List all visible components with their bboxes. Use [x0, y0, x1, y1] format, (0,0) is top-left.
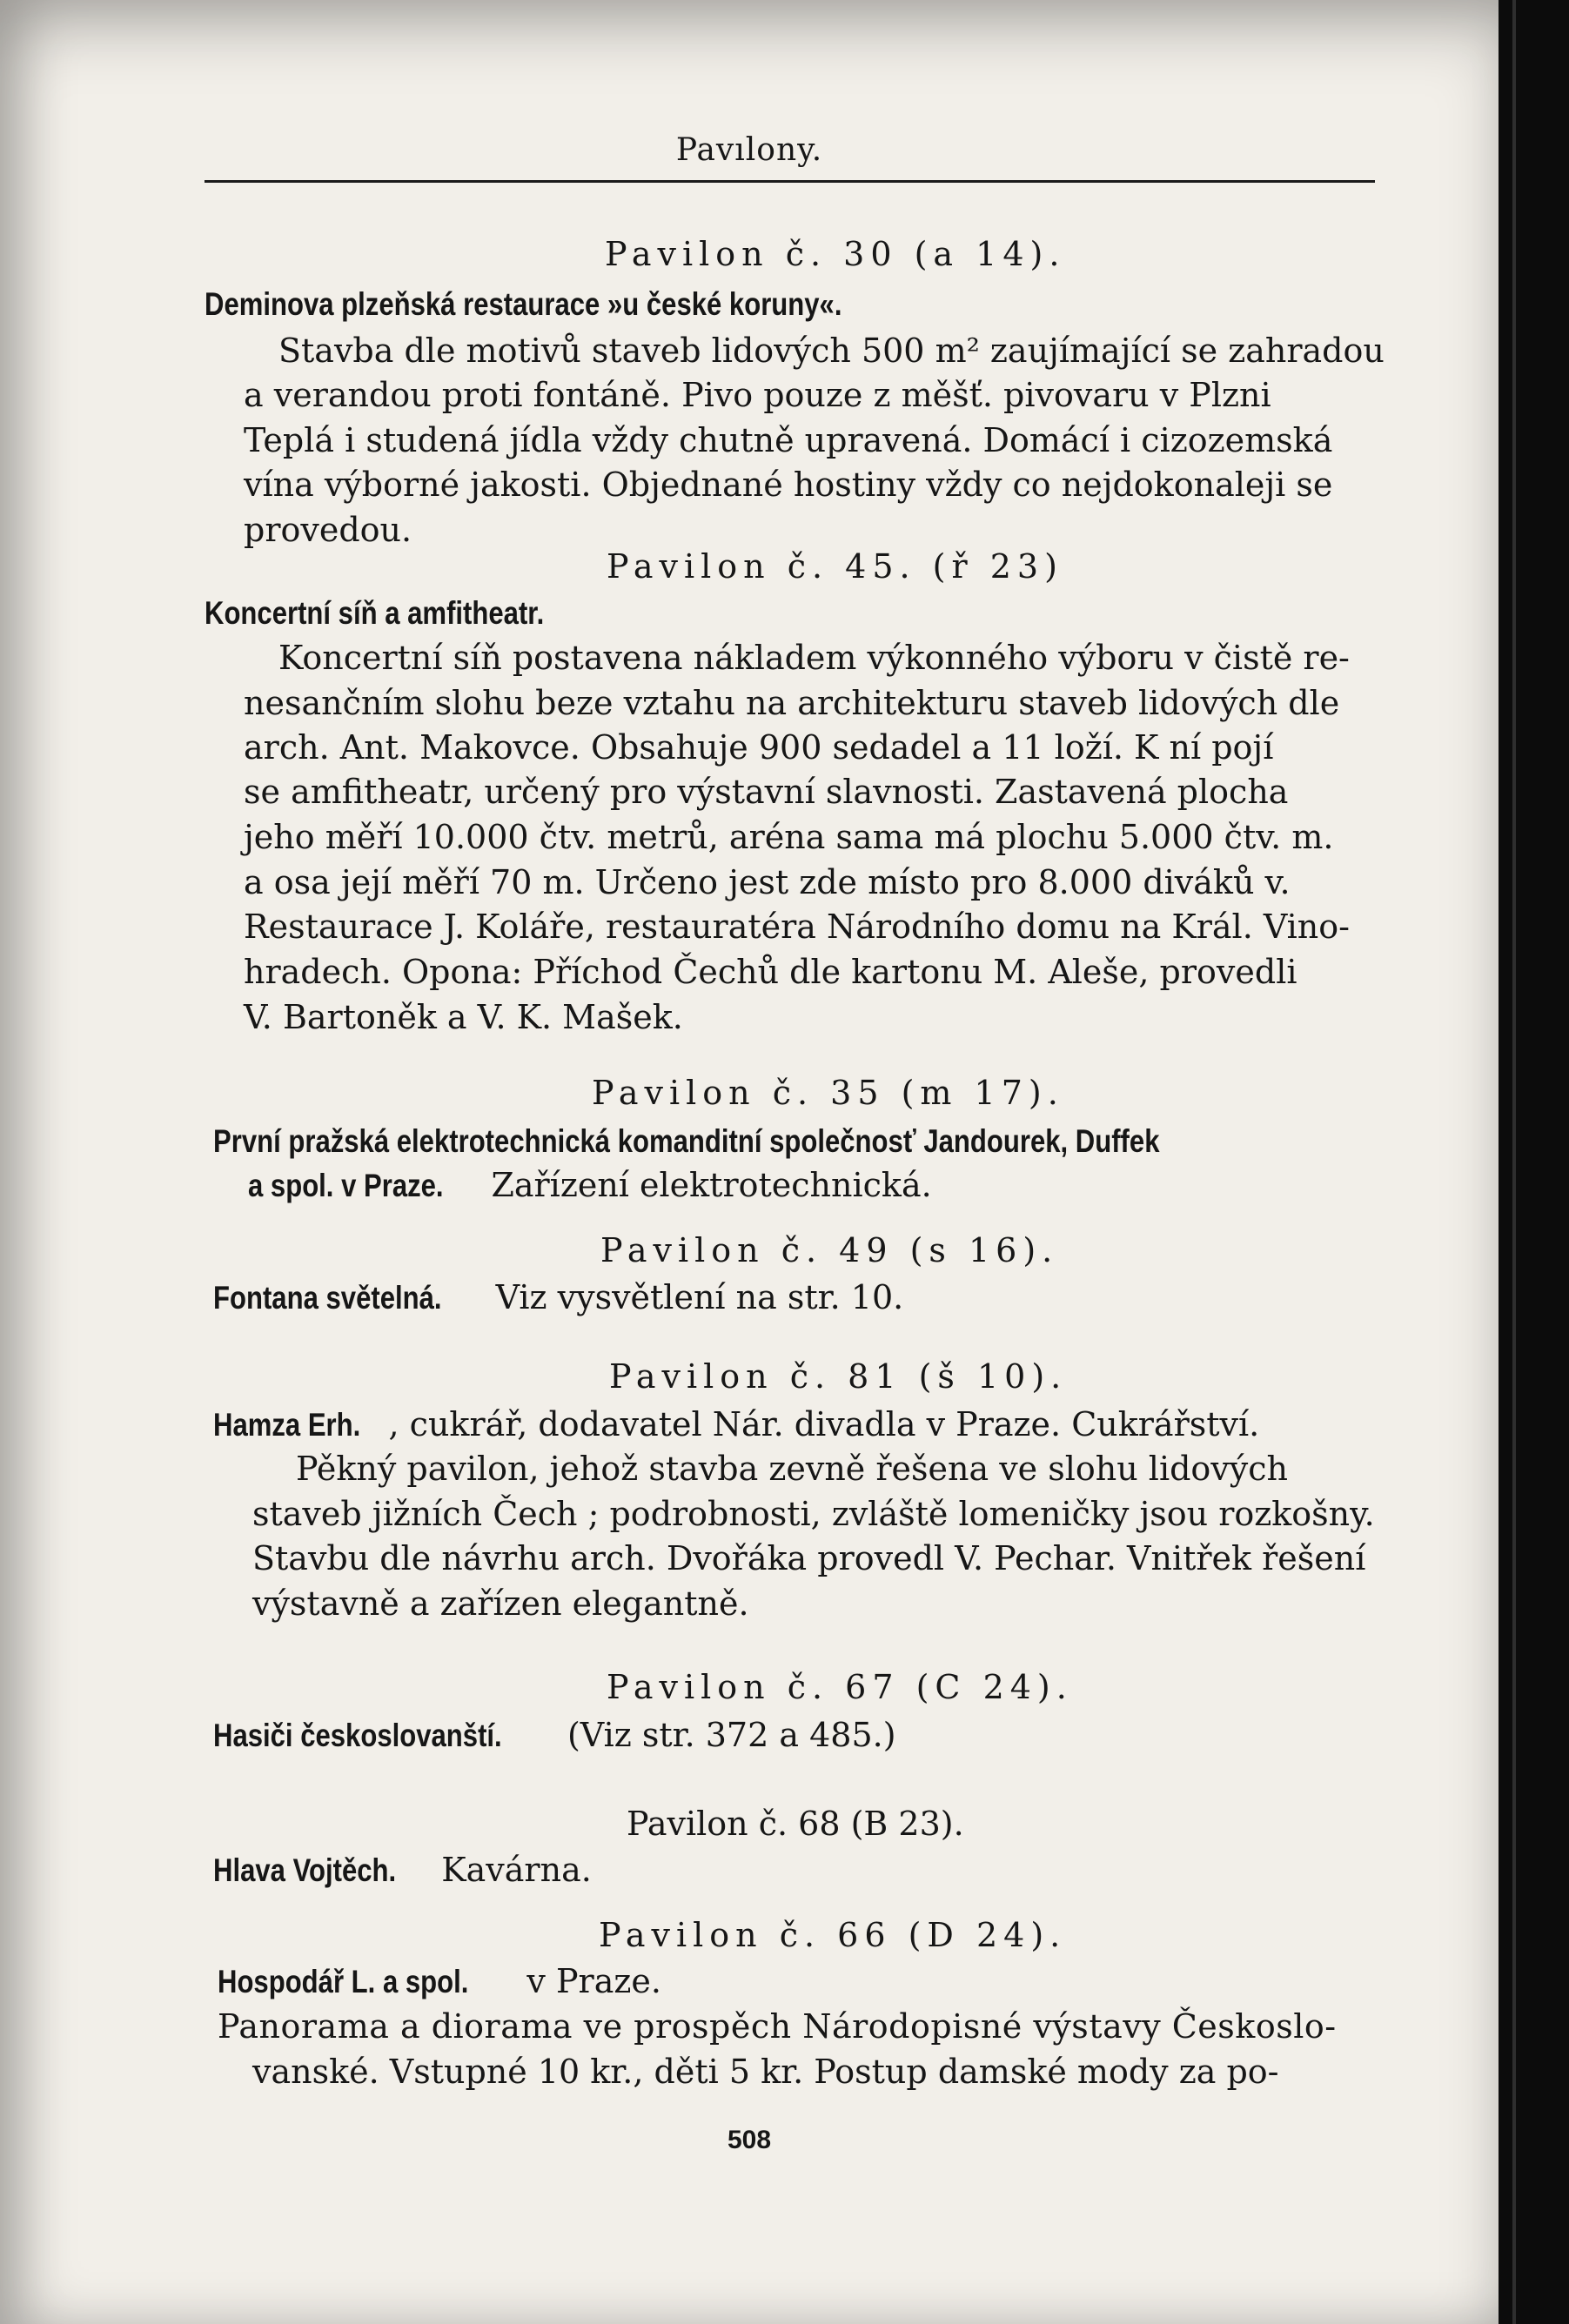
pavilion-45-line: a osa její měří 70 m. Určeno jest zde místo pro 8.000 diváků v.	[244, 863, 1291, 901]
pavilion-66-name: Hospodář L. a spol. v Praze.	[218, 1962, 661, 2000]
pavilion-35-name: První pražská elektrotechnická komanditní společnosť Jandourek, Duffek	[213, 1123, 1160, 1159]
pavilion-81-line: staveb jižních Čech ; podrobnosti, zvláště lomeničky jsou rozkošny.	[252, 1495, 1375, 1533]
pavilion-81-name: Hamza Erh. , cukrář, dodavatel Nár. divadla v Praze. Cukrářství.	[213, 1405, 1260, 1443]
pavilion-81-line: výstavně a zařízen elegantně.	[252, 1584, 749, 1623]
pavilion-30-line: Teplá i studená jídla vždy chutně upravená. Domácí i cizozemská	[244, 421, 1333, 459]
pavilion-45-line: Restaurace J. Koláře, restauratéra Národního domu na Král. Vino-	[244, 907, 1350, 946]
pavilion-45-line: se amfitheatr, určený pro výstavní slavnosti. Zastavená plocha	[244, 773, 1289, 811]
pavilion-45-line: Koncertní síň postavena nákladem výkonného výboru v čistě re-	[278, 639, 1350, 677]
pavilion-68-line: Hlava Vojtěch. Kavárna.	[213, 1851, 592, 1889]
page-number: 508	[727, 2126, 772, 2154]
pavilion-30-line: vína výborné jakosti. Objednané hostiny vždy co nejdokonaleji se	[244, 465, 1333, 504]
pavilion-45-line: nesančním slohu beze vztahu na architekturu staveb lidových dle	[244, 684, 1340, 722]
pavilion-81-line: Pěkný pavilon, jehož stavba zevně řešena ve slohu lidových	[296, 1450, 1288, 1488]
pavilion-30-name: Deminova plzeňská restaurace »u české koruny«.	[205, 286, 842, 322]
pavilion-68-heading: Pavilon č. 68 (B 23).	[627, 1805, 964, 1843]
pavilion-49-heading: Pavilon č. 49 (s 16).	[600, 1231, 1059, 1269]
pavilion-67-line: Hasiči českoslovanští. (Viz str. 372 a 485.)	[213, 1716, 896, 1754]
pavilion-45-line: jeho měří 10.000 čtv. metrů, aréna sama má plochu 5.000 čtv. m.	[244, 818, 1334, 856]
pavilion-45-line: V. Bartoněk a V. K. Mašek.	[244, 998, 683, 1036]
book-edge	[1499, 0, 1569, 2324]
pavilion-30-heading: Pavilon č. 30 (a 14).	[605, 235, 1066, 273]
pavilion-45-line: arch. Ant. Makovce. Obsahuje 900 sedadel a 11 loží. K ní pojí	[244, 728, 1274, 767]
book-edge-line	[1512, 0, 1516, 2324]
pavilion-45-heading: Pavilon č. 45. (ř 23)	[607, 547, 1063, 586]
pavilion-81-line: Stavbu dle návrhu arch. Dvořáka provedl V. Pechar. Vnitřek řešení	[252, 1539, 1366, 1577]
pavilion-35-heading: Pavilon č. 35 (m 17).	[592, 1074, 1064, 1112]
pavilion-30-line: provedou.	[244, 511, 412, 549]
pavilion-67-heading: Pavilon č. 67 (C 24).	[607, 1668, 1073, 1706]
pavilion-66-heading: Pavilon č. 66 (D 24).	[599, 1916, 1067, 1954]
running-header: Pavılony.	[675, 132, 823, 168]
pavilion-66-line: Panorama a diorama ve prospěch Národopisné výstavy Českoslo-	[218, 2007, 1337, 2046]
pavilion-45-line: hradech. Opona: Příchod Čechů dle kartonu M. Aleše, provedli	[244, 953, 1297, 991]
header-rule	[205, 180, 1375, 183]
pavilion-49-line: Fontana světelná. Viz vysvětlení na str. 10.	[213, 1278, 904, 1316]
pavilion-35-line: a spol. v Praze. Zařízení elektrotechnická.	[248, 1166, 932, 1204]
pavilion-45-name: Koncertní síň a amfitheatr.	[205, 595, 545, 631]
pavilion-66-line: vanské. Vstupné 10 kr., děti 5 kr. Postup damské mody za po-	[252, 2053, 1279, 2091]
pavilion-30-line: Stavba dle motivů staveb lidových 500 m² zaujímající se zahradou	[278, 332, 1385, 370]
pavilion-81-heading: Pavilon č. 81 (š 10).	[609, 1357, 1068, 1396]
pavilion-30-line: a verandou proti fontáně. Pivo pouze z měšť. pivovaru v Plzni	[244, 376, 1271, 414]
